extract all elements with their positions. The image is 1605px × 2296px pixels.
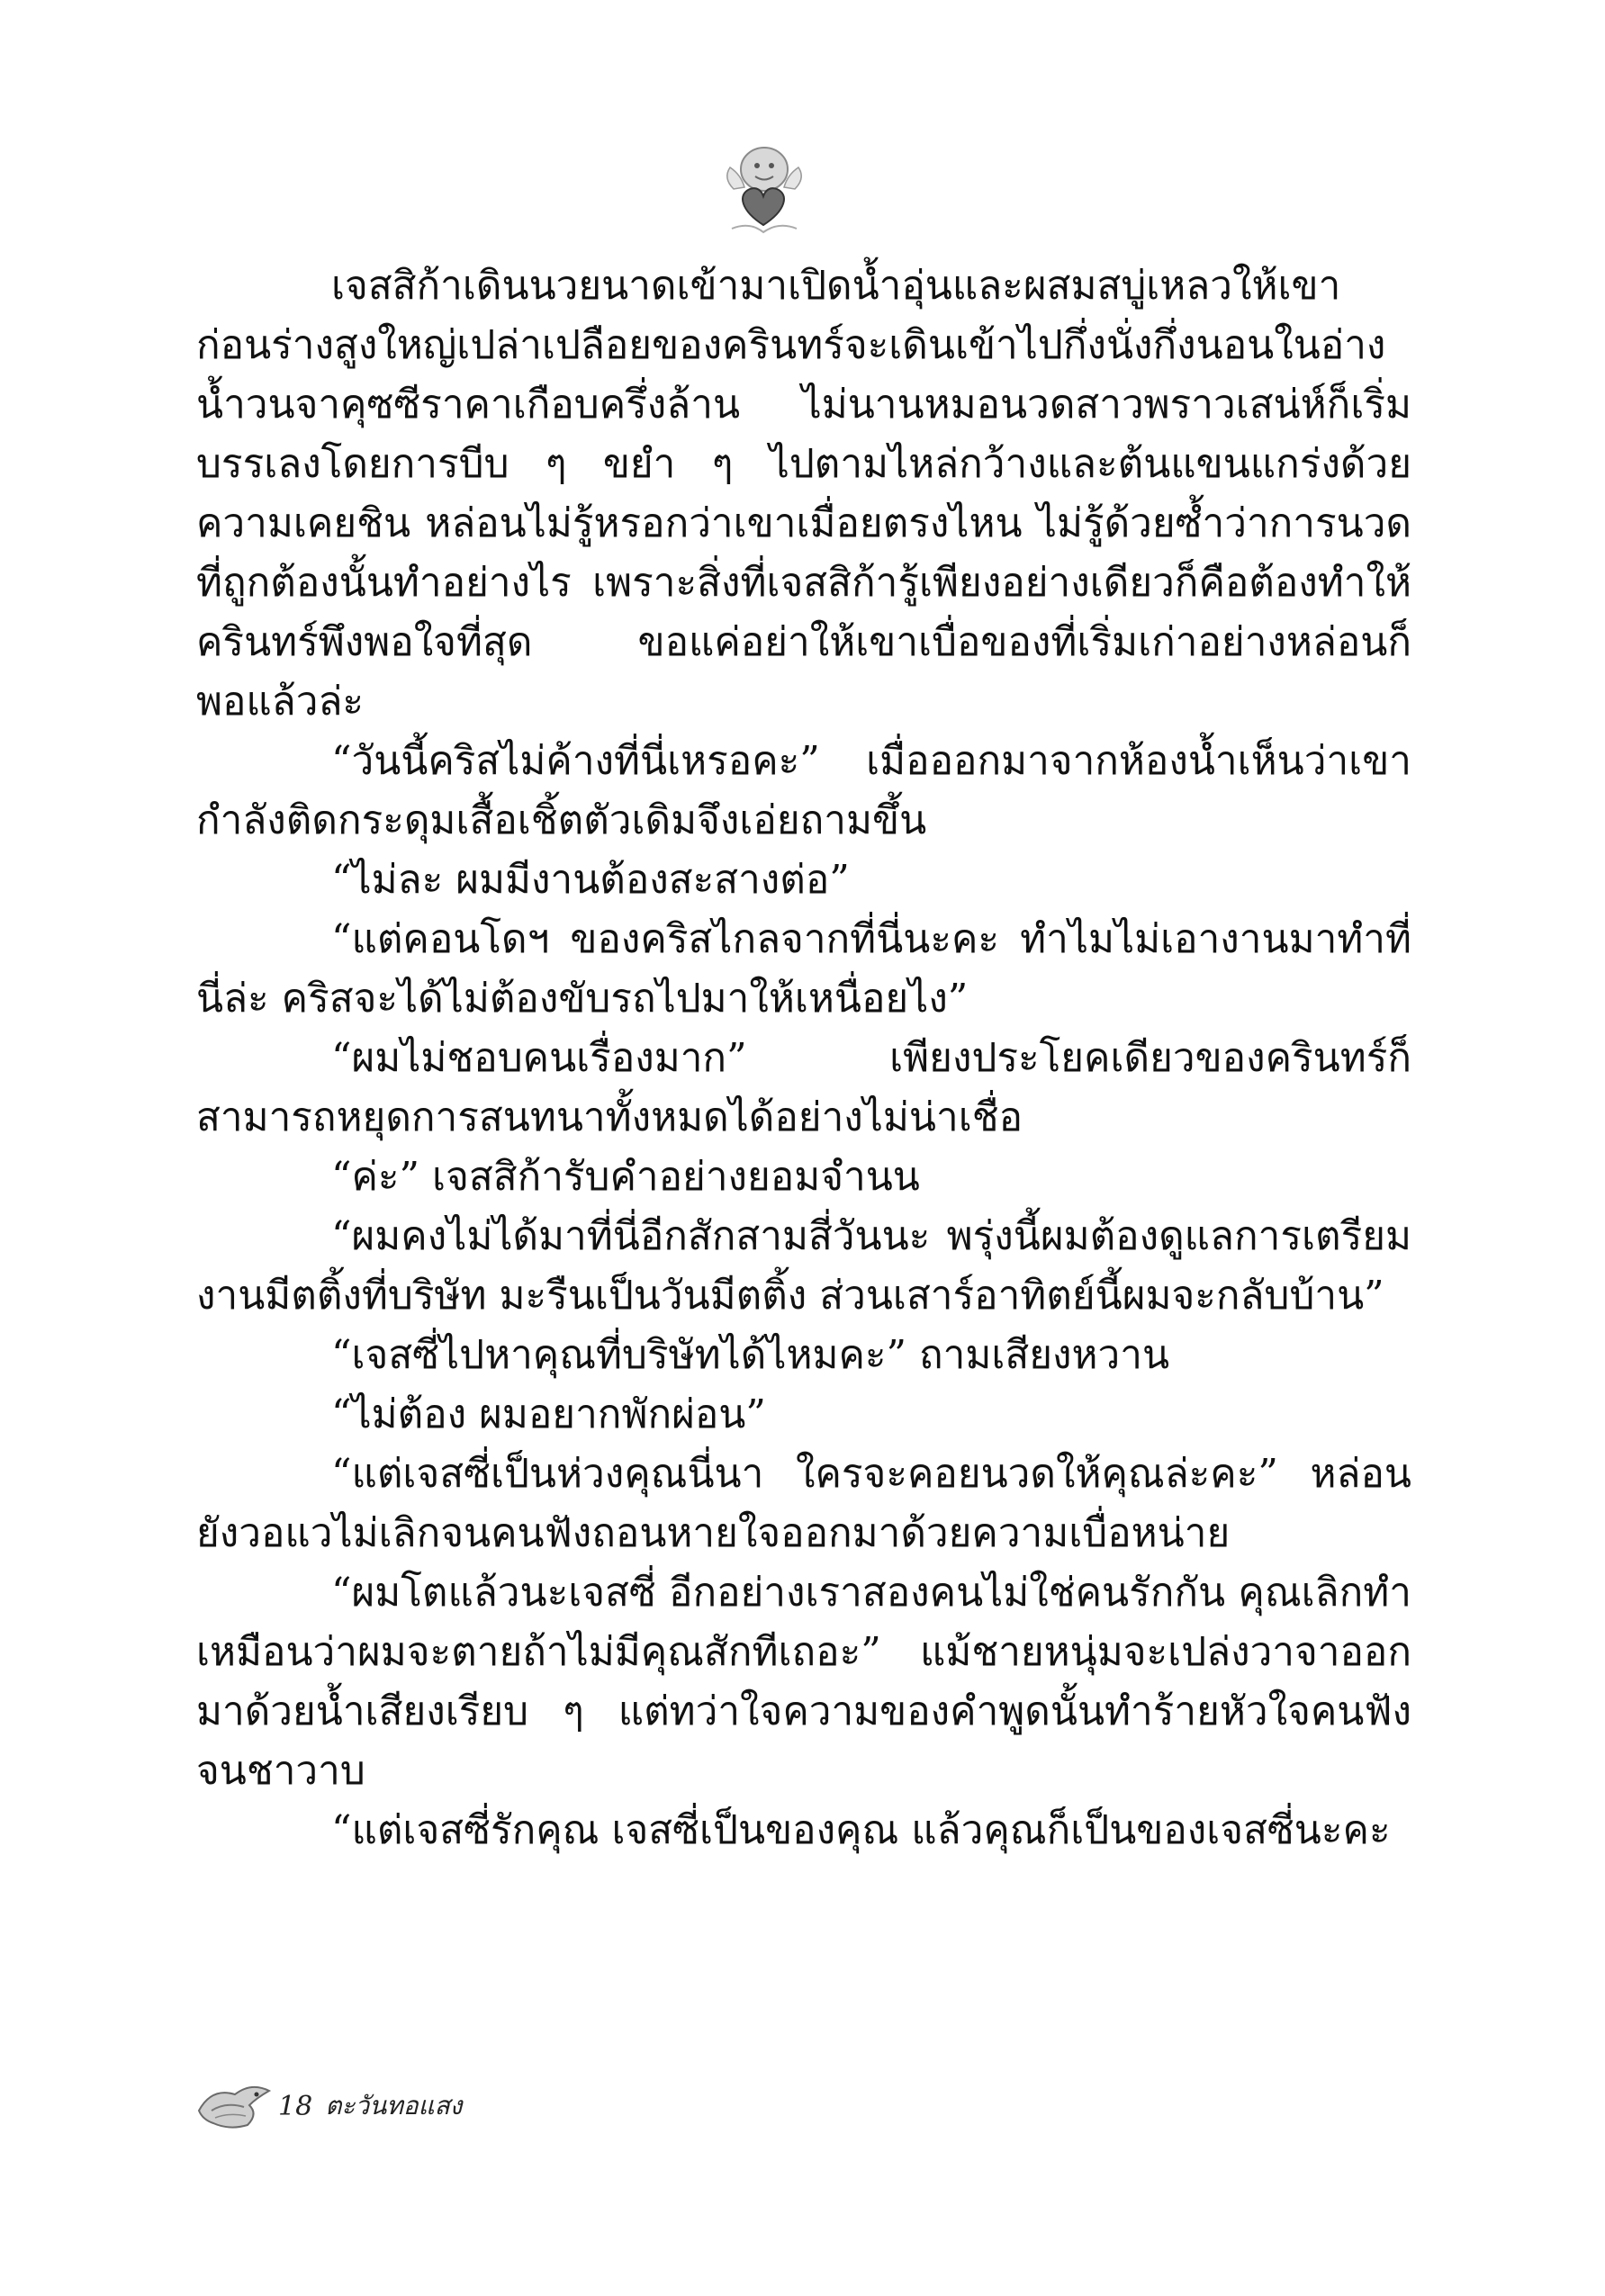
paragraph-4: “แต่คอนโดฯ ของคริสไกลจากที่นี่นะคะ ทำไมไม่เอางานมาทำที่นี่ล่ะ คริสจะได้ไม่ต้องขับรถไปมาให้เหนื่อยไง” <box>196 916 1411 1022</box>
paragraph-9: “ไม่ต้อง ผมอยากพักผ่อน” <box>331 1391 766 1437</box>
paragraph-10: “แต่เจสซี่เป็นห่วงคุณนี่นา ใครจะคอยนวดให้คุณล่ะคะ” หล่อนยังวอแวไม่เลิกจนคนฟังถอนหายใจออกมาด้วยความเบื่อหน่าย <box>196 1451 1411 1556</box>
page-number: 18 <box>278 2090 313 2122</box>
body-text <box>196 257 1411 1860</box>
paragraph-5: “ผมไม่ชอบคนเรื่องมาก” เพียงประโยคเดียวของครินทร์ก็สามารถหยุดการสนทนาทั้งหมดได้อย่างไม่น่าเชื่อ <box>196 1035 1411 1140</box>
book-title: ตะวันทอแสง <box>325 2091 463 2120</box>
paragraph-8: “เจสซี่ไปหาคุณที่บริษัทได้ไหมคะ” ถามเสียงหวาน <box>331 1332 1170 1378</box>
paragraph-7: “ผมคงไม่ได้มาที่นี่อีกสักสามสี่วันนะ พรุ่งนี้ผมต้องดูแลการเตรียมงานมีตติ้งที่บริษัท มะรืนเป็นวันมีตติ้ง ส่วนเสาร์อาทิตย์นี้ผมจะกลับบ้าน” <box>196 1213 1411 1319</box>
paragraph-3: “ไม่ละ ผมมีงานต้องสะสางต่อ” <box>331 857 850 903</box>
paragraph-1: เจสสิก้าเดินนวยนาดเข้ามาเปิดน้ำอุ่นและผสมสบู่เหลวให้เขา ก่อนร่างสูงใหญ่เปล่าเปลือยของครินทร์จะเดินเข้าไปกึ่งนั่งกึ่งนอนในอ่างน้ำวนจาคุซซีราคาเกือบครึ่งล้าน ไม่นานหมอนวดสาวพราวเสน่ห์ก็เริ่มบรรเลงโดยการบีบ ๆ ขยำ ๆ ไปตามไหล่กว้างและต้นแขนแกร่งด้วยความเคยชิน หล่อนไม่รู้หรอกว่าเขาเมื่อยตรงไหน ไม่รู้ด้วยซ้ำว่าการนวดที่ถูกต้องนั้นทำอย่างไร เพราะสิ่งที่เจสสิก้ารู้เพียงอย่างเดียวก็คือต้องทำให้ครินทร์พึงพอใจที่สุด ขอแค่อย่าให้เขาเบื่อของที่เริ่มเก่าอย่างหล่อนก็พอแล้วล่ะ <box>196 263 1411 725</box>
paragraph-12: “แต่เจสซี่รักคุณ เจสซี่เป็นของคุณ แล้วคุณก็เป็นของเจสซี่นะคะ <box>331 1807 1391 1853</box>
page-footer <box>194 2075 462 2138</box>
bird-ornament-icon <box>194 2075 275 2138</box>
paragraph-11: “ผมโตแล้วนะเจสซี่ อีกอย่างเราสองคนไม่ใช่คนรักกัน คุณเลิกทำเหมือนว่าผมจะตายถ้าไม่มีคุณสักทีเถอะ” แม้ชายหนุ่มจะเปล่งวาจาออกมาด้วยน้ำเสียงเรียบ ๆ แต่ทว่าใจความของคำพูดนั้นทำร้ายหัวใจคนฟังจนชาวาบ <box>196 1570 1411 1794</box>
cherub-heart-icon <box>714 135 813 243</box>
paragraph-2: “วันนี้คริสไม่ค้างที่นี่เหรอคะ” เมื่อออกมาจากห้องน้ำเห็นว่าเขากำลังติดกระดุมเสื้อเชิ้ตตัวเดิมจึงเอ่ยถามขึ้น <box>196 738 1411 843</box>
paragraph-6: “ค่ะ” เจสสิก้ารับคำอย่างยอมจำนน <box>331 1154 920 1200</box>
